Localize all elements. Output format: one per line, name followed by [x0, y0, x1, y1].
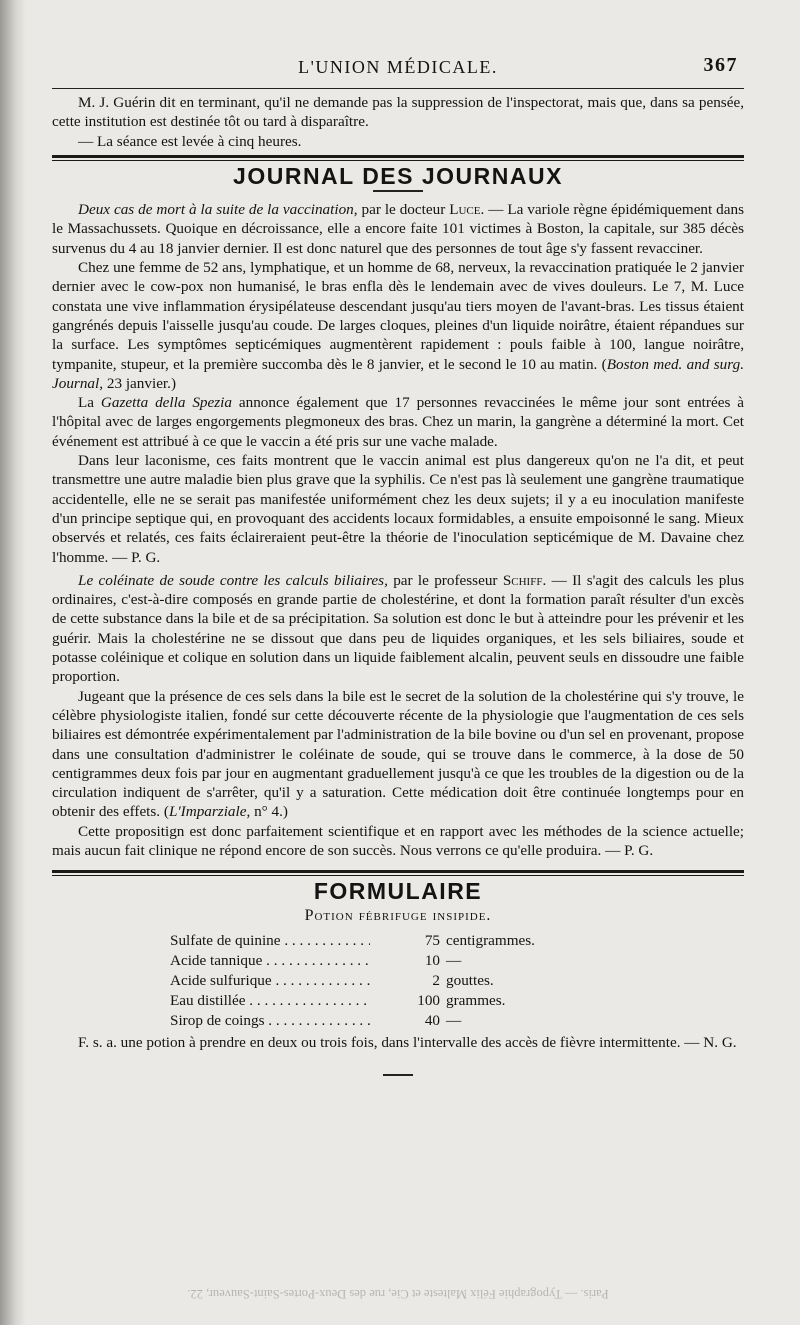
formula-instructions: F. s. a. une potion à prendre en deux ou trois fois, dans l'intervalle des accès de fièvre intermittente. — N. G. — [78, 1033, 737, 1051]
p2-text: Chez une femme de 52 ans, lymphatique, et un homme de 68, nerveux, la revaccination pratiquée le 2 janvier dernier avec le cow-pox non humanisé, le bras enfla dès le lendemain avec de vives douleurs. Le 7, M. Luce constata une vive inflammation érysipélateuse descendant jusqu'au tiers moyen de l'avant-bras. Les tissus étaient gangrénés depuis l'aisselle jusqu'au coude. De larges cloques, pleines d'un liquide noirâtre, étaient répandues sur la surface. Les symptômes septicémiques augmentèrent rapidement : pouls faible à 100, langue noirâtre, tympanite, stupeur, et la première succomba dès le 8 janvier, et le second le 10 au matin. ( — [52, 259, 744, 373]
ingredient-unit: centigrammes. — [446, 931, 535, 949]
session-closing-line: — La séance est levée à cinq heures. — [78, 132, 302, 150]
ingredient-unit: — — [446, 951, 462, 969]
formula-ingredients — [170, 931, 744, 1031]
ingredient-name: Eau distillée . . . — [170, 991, 370, 1011]
source-gazetta: Gazetta della Spezia — [100, 394, 232, 412]
ingredient-unit: — — [446, 1011, 462, 1029]
article-vaccination-title: Deux cas de mort à la suite de la vaccination, — [78, 201, 358, 219]
page-number: 367 — [703, 54, 738, 76]
section-heading-journal: JOURNAL DES JOURNAUX — [233, 162, 563, 189]
ingredient-unit: grammes. — [446, 991, 506, 1009]
ingredient-quantity: 40 — [424, 1011, 440, 1029]
formula-row — [170, 991, 744, 1011]
ingredient-name: Sirop de coings . . . — [170, 1011, 370, 1031]
ingredient-quantity: 100 — [417, 991, 440, 1009]
article-vaccination-p3 — [52, 393, 744, 451]
p3-text: La — [78, 394, 101, 412]
section-divider-2 — [52, 870, 744, 876]
formula-row — [170, 1011, 744, 1031]
p2-text-end: , 23 janvier.) — [99, 374, 177, 392]
ingredient-name: Acide sulfurique . . . — [170, 971, 370, 991]
article-vaccination-p4: Dans leur laconisme, ces faits montrent que le vaccin animal est plus dangereux qu'on ne l'a dit, et peut transmettre une autre maladie bien plus grave que la syphilis. Ce n'est pas là seulement une gangrène traumatique accidentelle, elle ne se serait pas manifestée uniformément chez les deux sujets; il y a eu inoculation manifeste d'un principe septique qui, en provoquant des accidents locaux formidables, a ensuite empoisonné le sang. Mieux observés et relatés, ces faits éclaireraient peut-être la théorie de l'inoculation septicémique de M. Davaine chez l'homme. — P. G. — [52, 452, 744, 566]
article-coleinate-p2 — [52, 687, 744, 822]
ingredient-quantity: 10 — [424, 951, 440, 969]
article-author-schiff: Schiff — [502, 571, 543, 589]
article-vaccination-intro — [52, 200, 744, 258]
article-coleinate-title: Le coléinate de soude contre les calculs biliaires, — [78, 571, 388, 589]
ingredient-name: Acide tannique . . . — [170, 951, 370, 971]
formula-row — [170, 951, 744, 971]
article-author-luce: Luce — [449, 201, 481, 219]
article-coleinate-p3: Cette propositign est donc parfaitement scientifique et en rapport avec les méthodes de la science actuelle; mais aucun fait clinique ne répond encore de son succès. Nous verrons ce qu'elle produira. — P. G. — [52, 822, 744, 859]
article-coleinate-p1: . — Il s'agit des calculs les plus ordinaires, c'est-à-dire composés en grande partie de cholestérine, et dont la formation paraît résulter d'un excès de cette substance dans la bile et de sa précipitation. Sa solution est donc le but à atteindre pour les prévenir et les guérir. Mais la cholestérine ne se dissout que dans peu de liquides organiques, et les sels biliaires, soude et potasse coléinique et colique en solution dans un liquide faiblement alcalin, peuvent seuls en dissoudre une faible proportion. — [52, 571, 745, 686]
section-divider — [52, 155, 744, 161]
running-head — [52, 56, 744, 84]
article-vaccination-p1: . — La variole règne épidémiquement dans le Massachussets. Quoique en décroissance, elle a encore faite 101 victimes à Boston, la capitale, sur 385 décès survenus du 4 au 18 janvier dernier. Il est donc naturel que des personnes de tout âge s'y fassent revacciner. — [52, 201, 745, 257]
opening-paragraph: M. J. Guérin dit en terminant, qu'il ne demande pas la suppression de l'inspectorat, mais que, dans sa pensée, cette institution est destinée tôt ou tard à disparaître. — [52, 94, 744, 131]
formula-row — [170, 931, 744, 951]
page-content — [52, 56, 744, 1076]
coleinate-p2-end: , n° 4.) — [246, 803, 288, 821]
ingredient-quantity: 2 — [432, 971, 440, 989]
heading-underline — [373, 190, 423, 192]
source-boston-journal: Boston med. and surg. Journal — [52, 355, 744, 392]
ingredient-quantity: 75 — [424, 931, 440, 949]
bleedthrough-footer: Paris. — Typographie Félix Malteste et Cie, rue des Deux-Portes-Saint-Sauveur, 22. — [187, 1287, 609, 1301]
journal-title: L'UNION MÉDICALE. — [298, 57, 498, 77]
header-rule — [52, 88, 744, 89]
ingredient-name: Sulfate de quinine . . . — [170, 931, 370, 951]
end-rule — [383, 1074, 413, 1076]
page-binding-shadow — [0, 0, 26, 1325]
ingredient-unit: gouttes. — [446, 971, 494, 989]
source-imparziale: L'Imparziale — [168, 803, 247, 821]
article-by-2: par le professeur — [387, 571, 503, 589]
section-heading-formulaire: FORMULAIRE — [313, 878, 483, 905]
article-by: par le docteur — [357, 201, 450, 219]
potion-title: Potion fébrifuge insipide. — [304, 906, 492, 924]
formula-row — [170, 971, 744, 991]
article-coleinate-intro — [52, 571, 744, 687]
article-vaccination-p2 — [52, 258, 744, 393]
coleinate-p2-text: Jugeant que la présence de ces sels dans la bile est le secret de la solution de la cholestérine qui s'y trouve, le célèbre physiologiste italien, fondé sur cette découverte récente de la physiologie que l'augmentation de ces sels biliaires est démontrée expérimentalement par l'administration de la bile bovine ou d'un sel en provenant, propose dans une consultation d'administrer le coléinate de soude, qui se trouve dans le commerce, à la dose de 50 centigrammes deux fois par jour en augmentant graduellement jusqu'à ce que les troubles de la digestion ou de la circulation indiquent de s'arrêter, qu'il y a saturation. Cette médication doit être continuée longtemps pour en obtenir des effets. ( — [52, 687, 744, 821]
p3-text-end: annonce également que 17 personnes revaccinées le même jour sont entrées à l'hôpital avec de larges engorgements plegmoneux des bras. Chez un marin, la gangrène a déterminé la mort. Cet événement est attribué à ce que le vaccin a été pris sur une vache malade. — [52, 394, 744, 450]
